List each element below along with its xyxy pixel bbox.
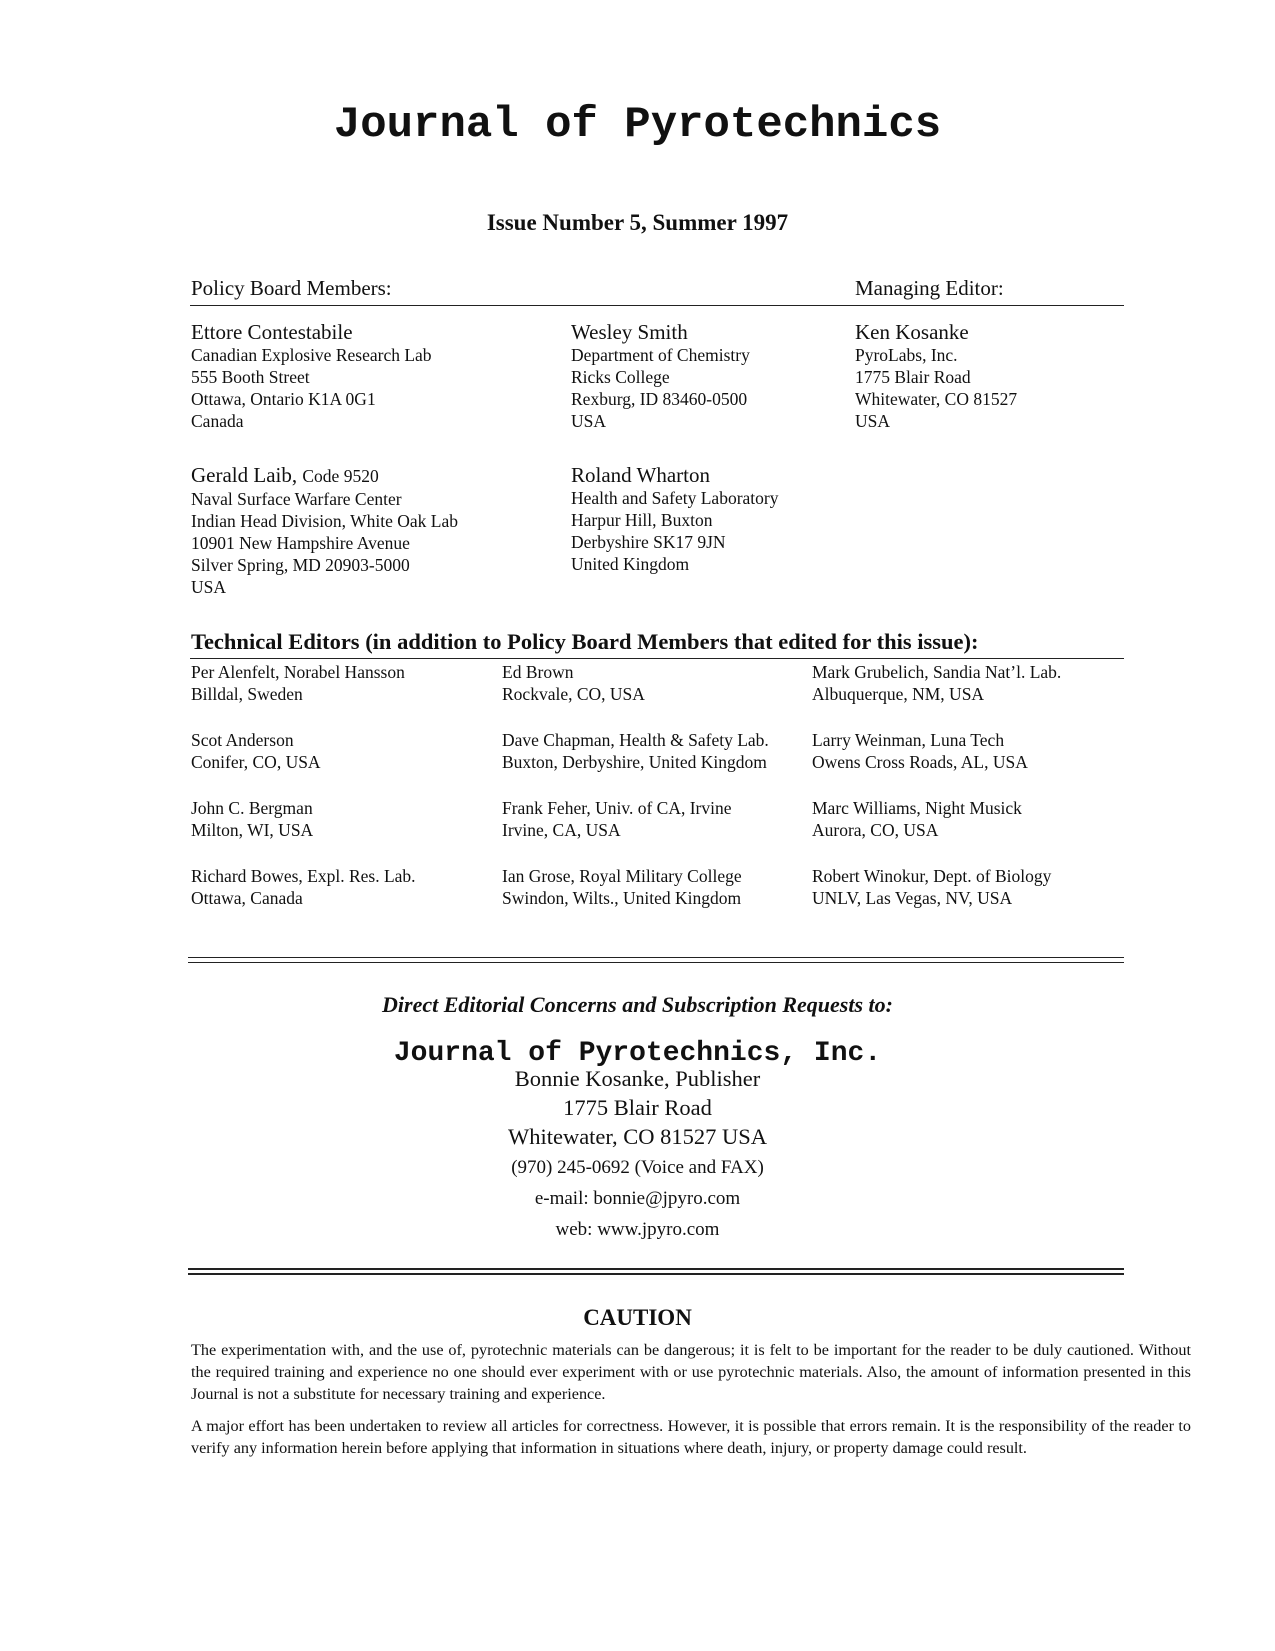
member-name: Ettore Contestabile xyxy=(191,320,353,344)
publisher-web: web: www.jpyro.com xyxy=(555,1219,720,1240)
member-address-line: Ricks College xyxy=(571,367,670,387)
member-address-line: Whitewater, CO 81527 xyxy=(855,389,1018,409)
journal-title: Journal of Pyrotechnics xyxy=(333,100,942,150)
technical-editors-header: Technical Editors (in addition to Policy Board Members that edited for this issue): xyxy=(191,629,979,654)
editor-location: Ottawa, Canada xyxy=(191,888,303,908)
member-code: Code 9520 xyxy=(302,466,379,486)
member-block xyxy=(191,320,432,432)
technical-editor xyxy=(191,729,321,773)
member-address-line: USA xyxy=(855,411,891,431)
member-address-line: Canadian Explosive Research Lab xyxy=(191,345,432,365)
member-address-line: 555 Booth Street xyxy=(191,367,310,387)
caution-paragraph: The experimentation with, and the use of, pyrotechnic materials can be dangerous; it is felt to be important for the reader to be duly cautioned. Without the required training and experience no one should ever experiment with or use pyrotechnic materials. Also, the amount of information presented in this Journal is not a substitute for necessary training and experience. xyxy=(191,1341,1191,1403)
member-address-line: Silver Spring, MD 20903-5000 xyxy=(191,555,410,575)
publisher-company: Journal of Pyrotechnics, Inc. xyxy=(393,1038,882,1069)
editor-name: Robert Winokur, Dept. of Biology xyxy=(812,866,1052,886)
member-name: Ken Kosanke xyxy=(855,320,969,344)
editor-name: Frank Feher, Univ. of CA, Irvine xyxy=(502,798,732,818)
editor-name: Mark Grubelich, Sandia Nat’l. Lab. xyxy=(812,662,1062,682)
editor-location: UNLV, Las Vegas, NV, USA xyxy=(812,888,1013,908)
editor-name: Scot Anderson xyxy=(191,730,294,750)
technical-editor xyxy=(812,865,1051,909)
editor-name: Larry Weinman, Luna Tech xyxy=(812,730,1005,750)
member-address-line: Canada xyxy=(191,411,244,431)
technical-editor xyxy=(191,661,405,705)
editor-location: Milton, WI, USA xyxy=(191,820,314,840)
member-name: Roland Wharton xyxy=(571,463,711,487)
caution-paragraph: A major effort has been undertaken to review all articles for correctness. However, it is possible that errors remain. It is the responsibility of the reader to verify any information herein before applying that information in situations where death, injury, or property damage could result. xyxy=(191,1417,1191,1457)
editor-location: Conifer, CO, USA xyxy=(191,752,321,772)
member-address-line: USA xyxy=(571,411,607,431)
member-name: Gerald Laib, xyxy=(191,463,298,487)
member-name: Wesley Smith xyxy=(571,320,688,344)
publisher-name: Bonnie Kosanke, Publisher xyxy=(514,1066,761,1091)
member-address-line: Health and Safety Laboratory xyxy=(571,488,779,508)
editor-location: Billdal, Sweden xyxy=(191,684,303,704)
member-address-line: Naval Surface Warfare Center xyxy=(191,489,402,509)
editor-location: Rockvale, CO, USA xyxy=(502,684,645,704)
member-address-line: United Kingdom xyxy=(571,554,690,574)
technical-editor xyxy=(502,661,645,705)
editor-name: Marc Williams, Night Musick xyxy=(812,798,1022,818)
member-address-line: 1775 Blair Road xyxy=(855,367,971,387)
section-double-rule xyxy=(188,1268,1124,1275)
editor-name: John C. Bergman xyxy=(191,798,313,818)
technical-editor xyxy=(191,865,416,909)
member-address-line: Indian Head Division, White Oak Lab xyxy=(191,511,458,531)
publisher-city: Whitewater, CO 81527 USA xyxy=(507,1124,768,1149)
policy-board-header: Policy Board Members: xyxy=(191,276,392,300)
member-name-row xyxy=(191,463,458,488)
member-address-line: Harpur Hill, Buxton xyxy=(571,510,713,530)
header-rule xyxy=(190,305,1124,306)
editor-name: Richard Bowes, Expl. Res. Lab. xyxy=(191,866,416,886)
technical-editor xyxy=(502,865,742,909)
technical-editor xyxy=(502,797,732,841)
editor-location: Albuquerque, NM, USA xyxy=(812,684,985,704)
editor-location: Irvine, CA, USA xyxy=(502,820,621,840)
technical-editors-rule xyxy=(190,658,1124,659)
technical-editor xyxy=(502,729,769,773)
member-address-line: Ottawa, Ontario K1A 0G1 xyxy=(191,389,376,409)
editor-location: Swindon, Wilts., United Kingdom xyxy=(502,888,742,908)
member-address-line: PyroLabs, Inc. xyxy=(855,345,958,365)
technical-editor xyxy=(191,797,313,841)
member-address-line: Derbyshire SK17 9JN xyxy=(571,532,726,552)
editor-name: Dave Chapman, Health & Safety Lab. xyxy=(502,730,769,750)
managing-editor-header: Managing Editor: xyxy=(855,276,1004,300)
member-address-line: Department of Chemistry xyxy=(571,345,750,365)
technical-editor xyxy=(812,729,1028,773)
issue-number: Issue Number 5, Summer 1997 xyxy=(486,210,789,235)
member-address-line: USA xyxy=(191,577,227,597)
section-double-rule xyxy=(188,957,1124,963)
member-block xyxy=(571,320,750,432)
caution-heading: CAUTION xyxy=(583,1305,692,1330)
publisher-street: 1775 Blair Road xyxy=(563,1095,712,1120)
editor-location: Buxton, Derbyshire, United Kingdom xyxy=(502,752,767,772)
technical-editor xyxy=(812,797,1022,841)
member-address-line: 10901 New Hampshire Avenue xyxy=(191,533,410,553)
member-address-line: Rexburg, ID 83460-0500 xyxy=(571,389,748,409)
editor-name: Per Alenfelt, Norabel Hansson xyxy=(191,662,405,682)
editor-name: Ed Brown xyxy=(502,662,574,682)
publisher-phone: (970) 245-0692 (Voice and FAX) xyxy=(511,1157,764,1178)
member-block xyxy=(855,320,1017,432)
direct-requests-heading: Direct Editorial Concerns and Subscription Requests to: xyxy=(382,992,893,1017)
member-block xyxy=(571,463,779,575)
editor-location: Owens Cross Roads, AL, USA xyxy=(812,752,1028,772)
member-block xyxy=(191,463,458,598)
editor-location: Aurora, CO, USA xyxy=(812,820,939,840)
technical-editor xyxy=(812,661,1061,705)
publisher-email: e-mail: bonnie@jpyro.com xyxy=(534,1188,741,1209)
editor-name: Ian Grose, Royal Military College xyxy=(502,866,742,886)
